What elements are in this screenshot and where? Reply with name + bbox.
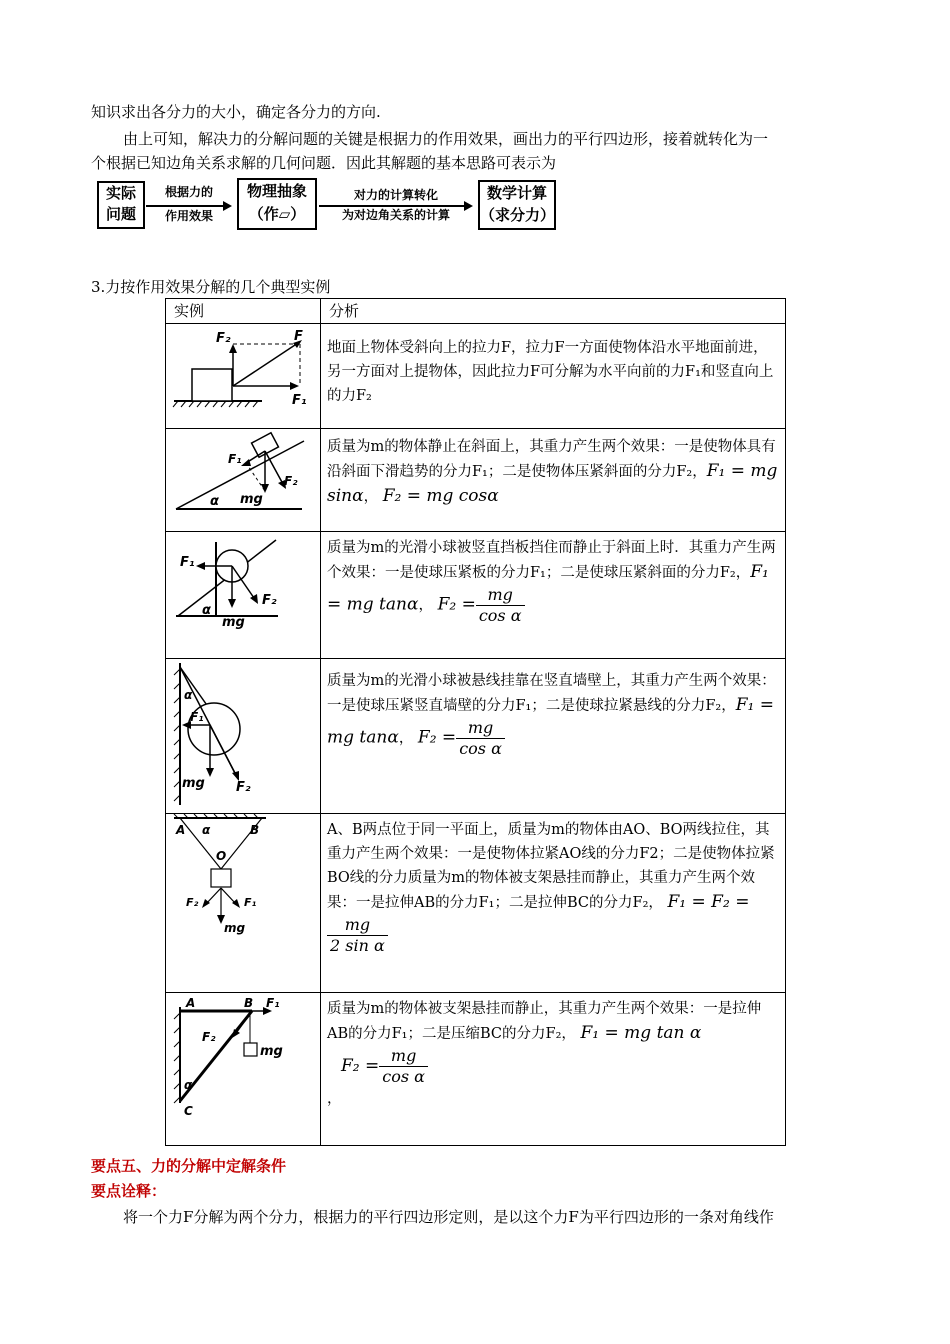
section-5-title: 要点五、力的分解中定解条件 [91,1157,287,1175]
figure-bracket [166,993,320,1141]
label-A: A [176,823,186,837]
label-C: C [184,1104,193,1118]
paragraph-2a: 由上可知，解决力的分解问题的关键是根据力的作用效果，画出力的平行四边形，接着就转化为一 [123,130,769,148]
label-F2: F₂ [202,1030,216,1044]
paragraph-2b: 个根据已知边角关系求解的几何问题．因此其解题的基本思路可表示为 [91,154,557,172]
analysis-cell-4: 质量为m的光滑小球被悬线挂靠在竖直墙壁上，其重力产生两个效果：一是使球压紧竖直墙壁的分力F₁；二是使球拉紧悬线的分力F₂，F₁ = mg tanα， F₂ = $\frac{mg}{\text{cos α}}$ [321,659,786,814]
label-mg: mg [222,615,245,630]
flow-arrow-2-label-2: 为对边角关系的计算 [341,208,450,222]
flow-diagram [97,178,557,230]
label-F: F [294,329,303,344]
label-mg: mg [240,492,263,507]
figure-pull-block [166,324,320,424]
analysis-cell-6: 质量为m的物体被支架悬挂而静止，其重力产生两个效果：一是拉伸AB的分力F₁；二是压缩BC的分力F₂， F₁ = mg tan α F₂ = $\frac{mg}{\text{cos α}}$ ， [321,993,786,1146]
label-alpha: α [210,494,219,509]
header-analysis: 分析 [321,299,786,324]
examples-table [165,298,786,1146]
figure-cell-1 [166,324,321,429]
label-F1: F₁ [180,555,195,570]
flow-arrow-2-label: 对力的计算转化 [353,188,438,202]
explain-title: 要点诠释： [91,1182,167,1200]
header-example: 实例 [166,299,321,324]
figure-cell-4 [166,659,321,814]
label-alpha: α [202,603,211,618]
flow-box-physical-abstraction: 物理抽象 （作▱） [237,178,317,230]
label-B: B [250,823,260,837]
label-alpha: α [184,688,193,702]
label-alpha: α [184,1078,193,1092]
figure-two-strings [166,814,320,988]
figure-incline-block [166,429,320,527]
label-F2: F₂ [284,474,298,488]
label-B: B [244,996,254,1010]
analysis-cell-1: 地面上物体受斜向上的拉力F，拉力F一方面使物体沿水平地面前进，另一方面对上提物体，因此拉力F可分解为水平向前的力F₁和竖直向上的力F₂ [321,324,786,429]
label-alpha: α [202,823,211,837]
label-A: A [186,996,196,1010]
flow-arrow-1-label-2: 作用效果 [164,209,213,223]
flow-box-math-calc: 数学计算 （求分力） [478,180,556,230]
flow-arrow-1-label: 根据力的 [164,185,213,199]
figure-cell-5 [166,814,321,993]
label-F1: F₁ [244,896,257,909]
paragraph-last: 将一个力F分解为两个分力，根据力的平行四边形定则，是以这个力F为平行四边形的一条对角线作 [123,1208,774,1226]
figure-ball-wall-string [166,659,320,809]
label-F2: F₂ [186,896,199,909]
analysis-cell-2: 质量为m的物体静止在斜面上，其重力产生两个效果：一是使物体具有沿斜面下滑趋势的分力F₁；二是使物体压紧斜面的分力F₂，F₁ = mg sinα， F₂ = mg cosα [321,429,786,532]
analysis-cell-3: 质量为m的光滑小球被竖直挡板挡住而静止于斜面上时．其重力产生两个效果：一是使球压紧板的分力F₁；二是使球压紧斜面的分力F₂，F₁ = mg tanα， F₂ = $\frac{mg}{\text{cos α}}$ [321,532,786,659]
label-F1: F₁ [266,996,280,1010]
section-3-title: 3.力按作用效果分解的几个典型实例 [91,278,331,296]
label-F1: F₁ [228,452,242,466]
figure-cell-2 [166,429,321,532]
label-mg: mg [260,1044,283,1059]
figure-cell-3 [166,532,321,659]
figure-cell-6 [166,993,321,1146]
figure-ball-incline-board [166,532,320,654]
label-F1: F₁ [190,710,204,724]
label-F1: F₁ [292,393,307,408]
flow-box-actual-problem: 实际 问题 [97,181,145,229]
analysis-cell-5: A、B两点位于同一平面上，质量为m的物体由AO、BO两线拉住，其重力产生两个效果：一是使物体拉紧AO线的分力F2；二是使物体拉紧BO线的分力质量为m的物体被支架悬挂而静止，其重力产生两个效果：一是拉伸AB的分力F₁；二是拉伸BC的分力F₂， F₁ = F₂ = $\frac{mg}{\text{2 sin α}}$ [321,814,786,993]
label-mg: mg [182,776,205,791]
label-F2: F₂ [262,593,277,608]
label-O: O [216,849,227,863]
paragraph-1: 知识求出各分力的大小，确定各分力的方向. [91,103,381,121]
label-F2: F₂ [236,780,251,795]
label-F2: F₂ [216,331,231,346]
label-mg: mg [224,921,246,935]
